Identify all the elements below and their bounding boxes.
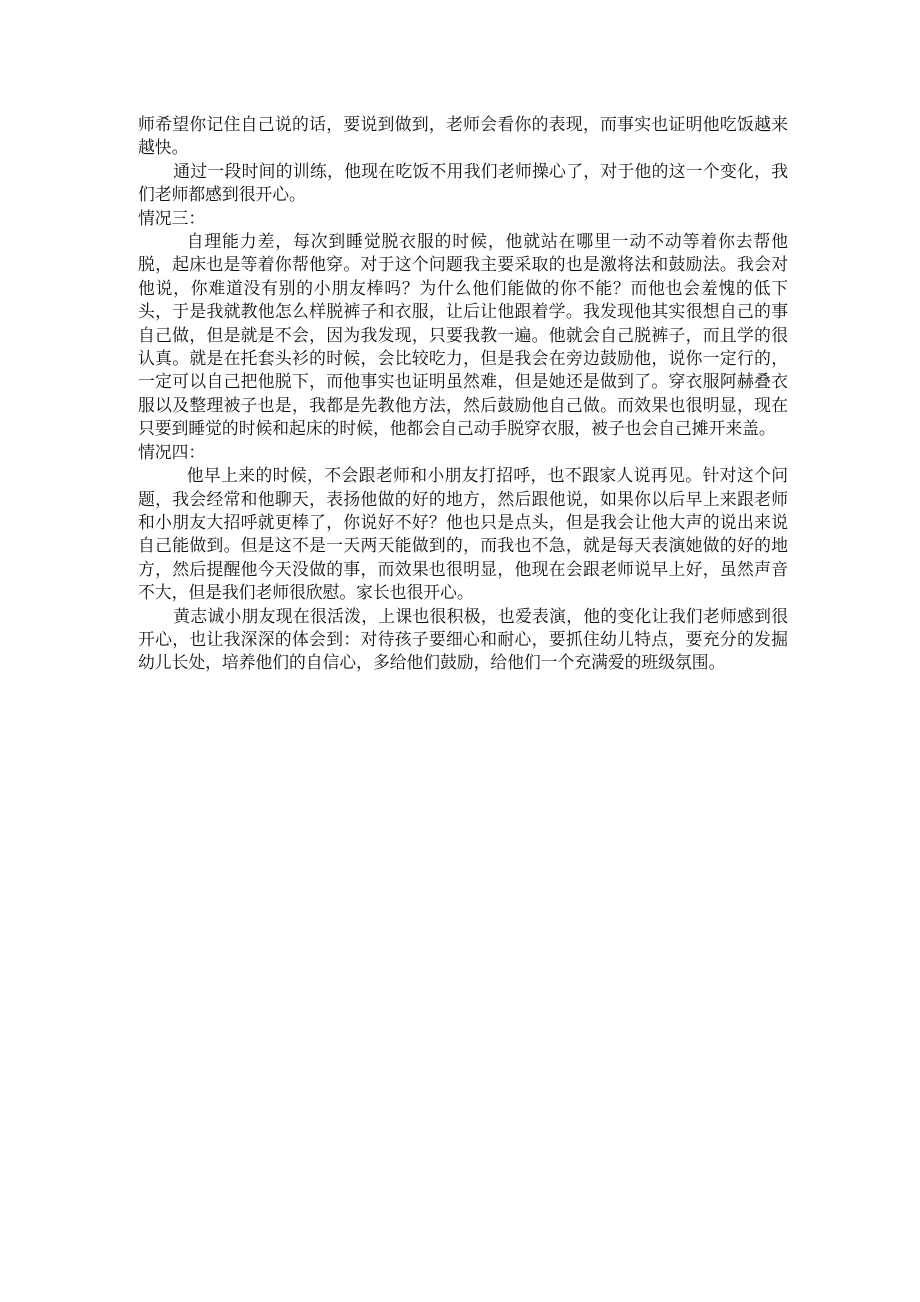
paragraph-conclusion: 黄志诚小朋友现在很活泼，上课也很积极，也爱表演，他的变化让我们老师感到很开心，也让我深深的体会到：对待孩子要细心和耐心，要抓住幼儿特点，要充分的发掘幼儿长处，培养他们的自信心，多给他们鼓励，给他们一个充满爱的班级氛围。	[138, 605, 788, 673]
paragraph-training-result: 通过一段时间的训练，他现在吃饭不用我们老师操心了，对于他的这一个变化，我们老师都感到很开心。	[138, 160, 788, 205]
section-heading-situation-three: 情况三：	[138, 207, 206, 228]
paragraph-self-care: 自理能力差，每次到睡觉脱衣服的时候，他就站在哪里一动不动等着你去帮他脱，起床也是等着你帮他穿。对于这个问题我主要采取的也是激将法和鼓励法。我会对他说，你难道没有别的小朋友棒吗？为什么他们能做的你不能？而他也会羞愧的低下头，于是我就教他怎么样脱裤子和衣服，让后让他跟着学。我发现他其实很想自己的事自己做，但是就是不会，因为我发现，只要我教一遍。他就会自己脱裤子，而且学的很认真。就是在托套头衫的时候，会比较吃力，但是我会在旁边鼓励他，说你一定行的，一定可以自己把他脱下，而他事实也证明虽然难，但是她还是做到了。穿衣服阿赫叠衣服以及整理被子也是，我都是先教他方法，然后鼓励他自己做。而效果也很明显，现在只要到睡觉的时候和起床的时候，他都会自己动手脱穿衣服，被子也会自己摊开来盖。	[138, 231, 788, 439]
document-body	[138, 113, 788, 675]
section-heading-situation-four: 情况四：	[138, 441, 206, 462]
paragraph-greeting: 他早上来的时候，不会跟老师和小朋友打招呼，也不跟家人说再见。针对这个问题，我会经常和他聊天，表扬他做的好的地方，然后跟他说，如果你以后早上来跟老师和小朋友大招呼就更棒了，你说好不好？他也只是点头，但是我会让他大声的说出来说自己能做到。但是这不是一天两天能做到的，而我也不急，就是每天表演她做的好的地方，然后提醒他今天没做的事，而效果也很明显，他现在会跟老师说早上好，虽然声音不大，但是我们老师很欣慰。家长也很开心。	[138, 465, 788, 603]
paragraph-continuation: 师希望你记住自己说的话，要说到做到，老师会看你的表现，而事实也证明他吃饭越来越快。	[138, 114, 788, 158]
